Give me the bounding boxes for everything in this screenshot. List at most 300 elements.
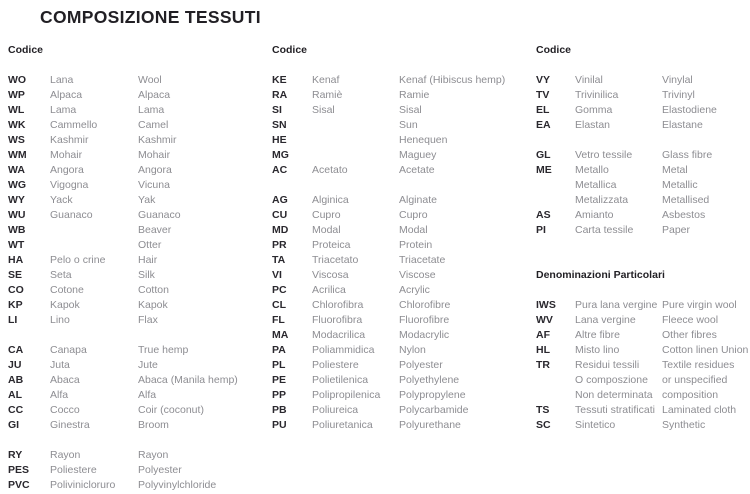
code-cell: TR	[536, 359, 550, 371]
italian-name-cell: Cupro	[312, 209, 341, 221]
table-row	[8, 283, 238, 298]
table-row	[8, 208, 238, 223]
italian-name-cell: Poliureica	[312, 404, 359, 416]
table-row	[272, 163, 505, 178]
english-name-cell: Polyurethane	[399, 419, 461, 431]
code-cell: HE	[272, 134, 287, 146]
english-name-cell: Paper	[662, 224, 691, 236]
table-row	[536, 103, 748, 118]
english-name-cell: Alginate	[399, 194, 437, 206]
english-name-cell: Glass fibre	[662, 149, 713, 161]
italian-name-cell: Sisal	[312, 104, 335, 116]
column-rows	[536, 73, 748, 433]
italian-name-cell: Lino	[50, 314, 70, 326]
italian-name-cell: Polipropilenica	[312, 389, 381, 401]
table-row	[536, 133, 748, 148]
code-cell: WP	[8, 89, 25, 101]
italian-name-cell: Kenaf	[312, 74, 340, 86]
italian-name-cell	[50, 223, 138, 238]
code-cell: GI	[8, 419, 20, 431]
english-name-cell: Nylon	[399, 344, 426, 356]
italian-name-cell: Poliammidica	[312, 344, 375, 356]
english-name-cell: Elastodiene	[662, 104, 717, 116]
english-name-cell: Sisal	[399, 104, 422, 116]
table-row	[536, 343, 748, 358]
code-cell: WB	[8, 224, 26, 236]
english-name-cell: Kapok	[138, 299, 168, 311]
italian-name-cell: Residui tessili	[575, 359, 640, 371]
code-cell: TA	[272, 254, 286, 266]
code-cell: EA	[536, 119, 551, 131]
table-row	[8, 118, 238, 133]
table-row	[8, 418, 238, 433]
italian-name-cell	[575, 133, 662, 148]
column-header-codice: Codice	[272, 44, 308, 56]
code-cell: PC	[272, 284, 287, 296]
table-row	[536, 163, 748, 178]
english-name-cell: Polyester	[138, 464, 182, 476]
english-name-cell: Maguey	[399, 149, 437, 161]
italian-name-cell: Pura lana vergine	[575, 299, 658, 311]
italian-name-cell	[575, 283, 662, 298]
english-name-cell: Viscose	[399, 269, 436, 281]
italian-name-cell: Tessuti stratificati	[575, 404, 655, 416]
code-cell: WK	[8, 119, 26, 131]
english-name-cell: Ramie	[399, 89, 430, 101]
italian-name-cell: Poliestere	[312, 359, 359, 371]
table-row	[536, 283, 748, 298]
code-cell: AB	[8, 374, 24, 386]
english-name-cell: Synthetic	[662, 419, 706, 431]
italian-name-cell: Modal	[312, 224, 341, 236]
code-cell: WU	[8, 209, 26, 221]
italian-name-cell: Alginica	[312, 194, 349, 206]
code-cell: WY	[8, 194, 25, 206]
table-row	[8, 448, 238, 463]
italian-name-cell: Lana	[50, 74, 74, 86]
table-row	[272, 193, 505, 208]
code-cell: SI	[272, 104, 282, 116]
code-cell: MG	[272, 149, 289, 161]
table-row	[8, 313, 238, 328]
table-row	[536, 178, 748, 193]
italian-name-cell	[575, 238, 662, 253]
table-row	[8, 133, 238, 148]
english-name-cell: Cupro	[399, 209, 428, 221]
english-name-cell: Alfa	[138, 389, 157, 401]
italian-name-cell	[312, 118, 399, 133]
italian-name-cell: Polivinicloruro	[50, 479, 116, 491]
table-row	[8, 73, 238, 88]
table-row	[536, 118, 748, 133]
italian-name-cell: Viscosa	[312, 269, 349, 281]
code-cell: CU	[272, 209, 288, 221]
table-row	[272, 328, 505, 343]
english-name-cell: Lama	[138, 104, 165, 116]
english-name-cell: Wool	[138, 74, 162, 86]
code-cell: PL	[272, 359, 286, 371]
english-name-cell: Polyvinylchloride	[138, 479, 217, 491]
code-cell: SN	[272, 119, 287, 131]
code-cell	[272, 178, 312, 193]
italian-name-cell: Acetato	[312, 164, 348, 176]
english-name-cell: Polyethylene	[399, 374, 460, 386]
code-cell: AS	[536, 209, 551, 221]
italian-name-cell: Sintetico	[575, 419, 616, 431]
italian-name-cell: Abaca	[50, 374, 80, 386]
english-name-cell: Sun	[399, 119, 418, 131]
code-cell: AF	[536, 329, 550, 341]
table-row	[8, 373, 238, 388]
table-row	[272, 343, 505, 358]
italian-name-cell	[50, 328, 138, 343]
english-name-cell: Elastane	[662, 119, 703, 131]
code-cell: RY	[8, 449, 23, 461]
code-cell: WM	[8, 149, 27, 161]
table-row	[8, 103, 238, 118]
english-name-cell: True hemp	[138, 344, 189, 356]
table-row	[272, 208, 505, 223]
italian-name-cell: Acrilica	[312, 284, 346, 296]
table-row	[536, 358, 748, 373]
english-name-cell: Asbestos	[662, 209, 706, 221]
code-cell: MA	[272, 329, 289, 341]
italian-name-cell: Misto lino	[575, 344, 620, 356]
code-cell	[536, 283, 575, 298]
italian-name-cell: Pelo o crine	[50, 254, 106, 266]
table-row	[536, 418, 748, 433]
table-row	[8, 433, 238, 448]
table-row	[8, 328, 238, 343]
table-row	[8, 463, 238, 478]
italian-name-cell: Guanaco	[50, 209, 93, 221]
code-cell: PA	[272, 344, 286, 356]
table-row	[536, 148, 748, 163]
italian-name-cell: Amianto	[575, 209, 614, 221]
code-cell: CO	[8, 284, 24, 296]
english-name-cell: or unspecified	[662, 374, 728, 386]
column-synthetic-and-special	[536, 43, 748, 433]
table-row	[8, 298, 238, 313]
code-cell	[536, 373, 575, 388]
code-cell	[536, 388, 575, 403]
italian-name-cell: Elastan	[575, 119, 611, 131]
table-row	[8, 343, 238, 358]
table-row	[536, 193, 748, 208]
english-name-cell: Otter	[138, 239, 162, 251]
code-cell: PU	[272, 419, 287, 431]
italian-name-cell: Non determinata	[575, 389, 653, 401]
table-row	[8, 238, 238, 253]
table-row	[272, 388, 505, 403]
english-name-cell: Modacrylic	[399, 329, 450, 341]
code-cell: SC	[536, 419, 551, 431]
italian-name-cell: Metalizzata	[575, 194, 629, 206]
column-rows	[272, 73, 505, 433]
code-cell	[536, 193, 575, 208]
table-row	[536, 88, 748, 103]
table-row	[8, 223, 238, 238]
code-cell: PB	[272, 404, 287, 416]
table-row	[8, 178, 238, 193]
column-header-codice: Codice	[8, 44, 44, 56]
table-row	[536, 208, 748, 223]
english-name-cell: Metallised	[662, 194, 710, 206]
english-name-cell: Polypropylene	[399, 389, 466, 401]
table-row	[272, 73, 505, 88]
code-cell	[536, 178, 575, 193]
code-cell	[536, 133, 575, 148]
table-row	[272, 103, 505, 118]
italian-name-cell: Cotone	[50, 284, 84, 296]
code-cell: WV	[536, 314, 553, 326]
table-row	[8, 193, 238, 208]
code-cell: RA	[272, 89, 288, 101]
code-cell: ME	[536, 164, 552, 176]
italian-name-cell: Ginestra	[50, 419, 90, 431]
code-cell: PR	[272, 239, 287, 251]
table-row	[272, 313, 505, 328]
code-cell: SE	[8, 269, 23, 281]
italian-name-cell: Vetro tessile	[575, 149, 633, 161]
italian-name-cell: Juta	[50, 359, 70, 371]
column-header-codice: Codice	[536, 44, 572, 56]
table-row	[536, 73, 748, 88]
english-name-cell: composition	[662, 389, 719, 401]
english-name-cell: Trivinyl	[662, 89, 695, 101]
italian-name-cell: Metallica	[575, 179, 617, 191]
table-row	[272, 418, 505, 433]
code-cell: PVC	[8, 479, 30, 491]
table-row	[8, 268, 238, 283]
code-cell: HA	[8, 254, 24, 266]
table-row	[272, 133, 505, 148]
table-row	[8, 148, 238, 163]
italian-name-cell: Alpaca	[50, 89, 83, 101]
english-name-cell: Fleece wool	[662, 314, 719, 326]
code-cell: TV	[536, 89, 550, 101]
english-name-cell: Vicuna	[138, 179, 170, 191]
code-cell: PI	[536, 224, 546, 236]
code-cell: PES	[8, 464, 30, 476]
table-row	[8, 388, 238, 403]
english-name-cell: Vinylal	[662, 74, 693, 86]
italian-name-cell	[50, 433, 138, 448]
italian-name-cell: Cocco	[50, 404, 80, 416]
table-row	[272, 238, 505, 253]
italian-name-cell: Modacrilica	[312, 329, 366, 341]
english-name-cell: Broom	[138, 419, 169, 431]
code-cell: PE	[272, 374, 287, 386]
code-cell: KE	[272, 74, 287, 86]
section-header: Denominazioni Particolari	[536, 269, 665, 281]
english-name-cell: Polyester	[399, 359, 443, 371]
code-cell: CA	[8, 344, 24, 356]
table-row	[8, 163, 238, 178]
english-name-cell: Protein	[399, 239, 433, 251]
code-cell: PP	[272, 389, 287, 401]
english-name-cell: Textile residues	[662, 359, 735, 371]
english-name-cell: Hair	[138, 254, 158, 266]
code-cell: WS	[8, 134, 25, 146]
table-row	[272, 403, 505, 418]
italian-name-cell: Altre fibre	[575, 329, 620, 341]
table-row	[536, 328, 748, 343]
english-name-cell: Laminated cloth	[662, 404, 737, 416]
table-row	[272, 298, 505, 313]
italian-name-cell: Vigogna	[50, 179, 89, 191]
code-cell: TS	[536, 404, 550, 416]
italian-name-cell: Carta tessile	[575, 224, 634, 236]
english-name-cell: Kashmir	[138, 134, 177, 146]
table-row	[8, 403, 238, 418]
table-row	[272, 268, 505, 283]
table-row	[536, 403, 748, 418]
code-cell: EL	[536, 104, 550, 116]
table-row	[536, 313, 748, 328]
code-cell	[536, 253, 575, 268]
code-cell: JU	[8, 359, 22, 371]
table-row	[8, 358, 238, 373]
table-row	[272, 88, 505, 103]
code-cell: CC	[8, 404, 24, 416]
table-row	[536, 253, 748, 268]
english-name-cell: Jute	[138, 359, 158, 371]
italian-name-cell: Fluorofibra	[312, 314, 363, 326]
code-cell: VI	[272, 269, 282, 281]
code-cell: CL	[272, 299, 286, 311]
code-cell: MD	[272, 224, 289, 236]
column-manmade-fibres	[272, 43, 505, 433]
table-row	[536, 298, 748, 313]
english-name-cell: Cotton linen Union	[662, 344, 749, 356]
english-name-cell: Coir (coconut)	[138, 404, 204, 416]
italian-name-cell: Seta	[50, 269, 72, 281]
italian-name-cell: Poliuretanica	[312, 419, 373, 431]
italian-name-cell: Triacetato	[312, 254, 359, 266]
code-cell	[8, 328, 50, 343]
english-name-cell: Polycarbamide	[399, 404, 469, 416]
english-name-cell: Alpaca	[138, 89, 171, 101]
table-row	[8, 88, 238, 103]
english-name-cell: Angora	[138, 164, 172, 176]
italian-name-cell: Alfa	[50, 389, 69, 401]
english-name-cell: Fluorofibre	[399, 314, 450, 326]
table-row	[8, 478, 238, 493]
italian-name-cell: Gomma	[575, 104, 613, 116]
table-row	[272, 373, 505, 388]
column-rows	[8, 73, 238, 493]
english-name-cell: Cotton	[138, 284, 169, 296]
code-cell: WL	[8, 104, 25, 116]
english-name-cell: Guanaco	[138, 209, 181, 221]
italian-name-cell: Kapok	[50, 299, 80, 311]
code-cell: WG	[8, 179, 27, 191]
code-cell: AC	[272, 164, 288, 176]
page-title: COMPOSIZIONE TESSUTI	[40, 7, 261, 27]
code-cell: AL	[8, 389, 22, 401]
italian-name-cell	[50, 238, 138, 253]
table-row	[536, 388, 748, 403]
table-row	[272, 118, 505, 133]
table-row	[272, 283, 505, 298]
english-name-cell: Rayon	[138, 449, 169, 461]
code-cell: HL	[536, 344, 550, 356]
table-row	[536, 238, 748, 253]
english-name-cell: Other fibres	[662, 329, 717, 341]
italian-name-cell: Chlorofibra	[312, 299, 364, 311]
code-cell	[8, 433, 50, 448]
italian-name-cell	[575, 253, 662, 268]
table-row	[8, 253, 238, 268]
table-row	[272, 253, 505, 268]
italian-name-cell: Kashmir	[50, 134, 89, 146]
code-cell: IWS	[536, 299, 556, 311]
italian-name-cell: Lama	[50, 104, 77, 116]
italian-name-cell: Mohair	[50, 149, 83, 161]
english-name-cell: Silk	[138, 269, 155, 281]
italian-name-cell	[312, 133, 399, 148]
code-cell	[536, 238, 575, 253]
column-natural-fibres	[8, 43, 238, 493]
italian-name-cell: Rayon	[50, 449, 81, 461]
code-cell: AG	[272, 194, 288, 206]
english-name-cell: Triacetate	[399, 254, 446, 266]
code-cell: WA	[8, 164, 25, 176]
table-row	[272, 148, 505, 163]
code-cell: GL	[536, 149, 551, 161]
english-name-cell: Acetate	[399, 164, 435, 176]
italian-name-cell: Proteica	[312, 239, 351, 251]
italian-name-cell: Canapa	[50, 344, 87, 356]
english-name-cell: Yak	[138, 194, 156, 206]
italian-name-cell	[312, 148, 399, 163]
italian-name-cell: Vinilal	[575, 74, 603, 86]
italian-name-cell: Angora	[50, 164, 84, 176]
code-cell: WO	[8, 74, 27, 86]
english-name-cell: Beaver	[138, 224, 172, 236]
table-row	[536, 223, 748, 238]
code-cell: VY	[536, 74, 551, 86]
table-row	[272, 358, 505, 373]
code-cell: FL	[272, 314, 285, 326]
english-name-cell: Metallic	[662, 179, 698, 191]
code-cell: LI	[8, 314, 18, 326]
table-row	[272, 178, 505, 193]
english-name-cell: Flax	[138, 314, 158, 326]
italian-name-cell: Lana vergine	[575, 314, 636, 326]
english-name-cell: Chlorofibre	[399, 299, 451, 311]
english-name-cell: Pure virgin wool	[662, 299, 737, 311]
italian-name-cell	[312, 178, 399, 193]
table-row	[536, 373, 748, 388]
italian-name-cell: Yack	[50, 194, 73, 206]
italian-name-cell: Poliestere	[50, 464, 97, 476]
italian-name-cell: Ramiè	[312, 89, 343, 101]
english-name-cell: Camel	[138, 119, 169, 131]
english-name-cell: Modal	[399, 224, 428, 236]
table-row	[272, 223, 505, 238]
english-name-cell: Mohair	[138, 149, 171, 161]
italian-name-cell: Metallo	[575, 164, 609, 176]
english-name-cell: Acrylic	[399, 284, 430, 296]
italian-name-cell: O composzione	[575, 374, 648, 386]
english-name-cell: Henequen	[399, 134, 448, 146]
english-name-cell: Metal	[662, 164, 688, 176]
italian-name-cell: Polietilenica	[312, 374, 369, 386]
english-name-cell: Kenaf (Hibiscus hemp)	[399, 74, 506, 86]
italian-name-cell: Cammello	[50, 119, 98, 131]
